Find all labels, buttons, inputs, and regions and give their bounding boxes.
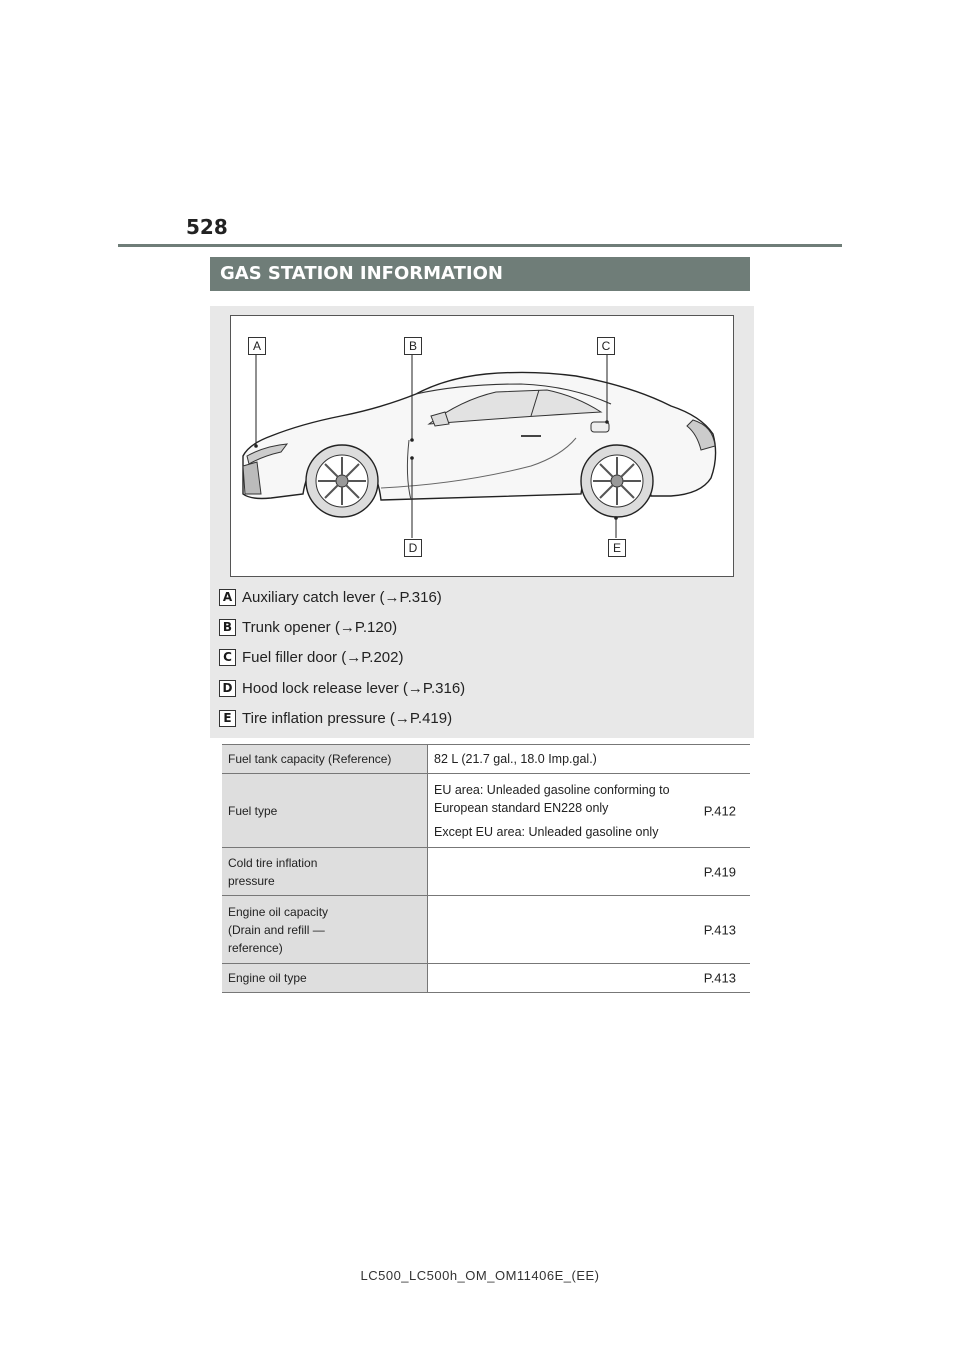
callout-e: E (608, 539, 626, 557)
page-number: 528 (186, 215, 228, 239)
header-rule (118, 244, 842, 247)
label-line: (Drain and refill — (228, 922, 325, 937)
specs-table (222, 744, 750, 993)
legend-badge: A (219, 589, 236, 606)
table-row (222, 745, 750, 774)
fuel-tank-label: Fuel tank capacity (Reference) (222, 745, 428, 774)
label-line: Cold tire inflation (228, 855, 318, 870)
callout-b: B (404, 337, 422, 355)
legend-text: Trunk opener (→P.120) (242, 618, 398, 636)
section-title: GAS STATION INFORMATION (210, 257, 750, 291)
legend-item-e (219, 708, 452, 728)
fuel-type-line: EU area: Unleaded gasoline conforming to (434, 782, 670, 797)
table-row (222, 774, 750, 848)
fuel-type-ref: P.412 (703, 803, 736, 818)
callout-c: C (597, 337, 615, 355)
fuel-type-line: Except EU area: Unleaded gasoline only (434, 824, 659, 839)
legend-item-a (219, 587, 442, 607)
car-illustration (230, 315, 734, 577)
oil-capacity-ref: P.413 (703, 922, 736, 937)
label-line: pressure (228, 873, 275, 888)
car-side-view-drawing (231, 316, 735, 578)
callout-d: D (404, 539, 422, 557)
label-line: reference) (228, 940, 283, 955)
oil-capacity-label (222, 896, 428, 964)
oil-type-value (428, 964, 751, 993)
tire-pressure-ref: P.419 (703, 864, 736, 879)
legend-text: Hood lock release lever (→P.316) (242, 679, 466, 697)
legend-badge: C (219, 649, 236, 666)
tire-pressure-value (428, 848, 751, 896)
label-line: Engine oil capacity (228, 904, 329, 919)
callout-a: A (248, 337, 266, 355)
legend-text: Fuel filler door (→P.202) (242, 648, 404, 666)
legend-item-c (219, 647, 403, 667)
footer-code: LC500_LC500h_OM_OM11406E_(EE) (360, 1268, 600, 1283)
table-row (222, 964, 750, 993)
oil-capacity-value (428, 896, 751, 964)
legend-text: Auxiliary catch lever (→P.316) (242, 588, 442, 606)
legend-badge: D (219, 680, 236, 697)
legend-item-d (219, 678, 465, 698)
table-row (222, 848, 750, 896)
legend-item-b (219, 617, 397, 637)
legend-badge: E (219, 710, 236, 727)
table-row (222, 896, 750, 964)
fuel-tank-value: 82 L (21.7 gal., 18.0 Imp.gal.) (428, 745, 751, 774)
fuel-type-label: Fuel type (222, 774, 428, 848)
oil-type-label: Engine oil type (222, 964, 428, 993)
fuel-type-line: European standard EN228 only (434, 800, 609, 815)
legend-text: Tire inflation pressure (→P.419) (242, 709, 453, 727)
legend-badge: B (219, 619, 236, 636)
tire-pressure-label (222, 848, 428, 896)
fuel-type-value (428, 774, 751, 848)
oil-type-ref: P.413 (703, 970, 736, 986)
